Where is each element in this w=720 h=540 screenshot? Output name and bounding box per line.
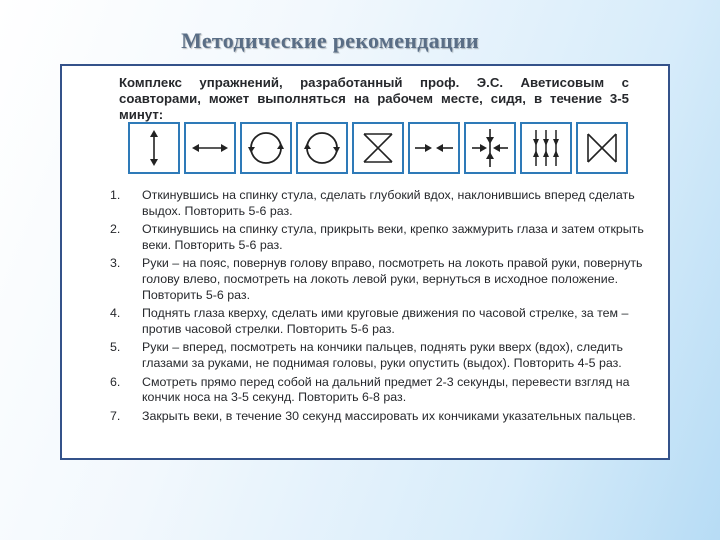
list-item xyxy=(90,306,646,337)
counterclockwise-circle-icon xyxy=(296,122,348,174)
item-number: 1. xyxy=(110,188,121,202)
exercise-list xyxy=(90,188,646,427)
exercise-icons-row xyxy=(128,122,628,178)
list-item xyxy=(90,188,646,219)
item-number: 4. xyxy=(110,306,121,321)
content-panel xyxy=(60,64,670,460)
item-number: 2. xyxy=(110,222,121,237)
list-item xyxy=(90,222,646,253)
list-item xyxy=(90,409,646,425)
item-number: 3. xyxy=(110,256,121,271)
item-text: Руки – на пояс, повернув голову вправо, посмотреть на локоть правой руки, повернуть голову влево, посмотреть на локоть левой руки, вернуться в исходное положение. Повторить 5-6 раз. xyxy=(142,256,643,302)
clockwise-circle-icon xyxy=(240,122,292,174)
item-text: Откинувшись на спинку стула, сделать глубокий вдох, наклонившись вперед сделать выдох. Повторить 5-6 раз. xyxy=(142,188,635,218)
item-number: 5. xyxy=(110,340,121,355)
vertical-double-arrow-icon xyxy=(128,122,180,174)
converging-horizontal-arrows-icon xyxy=(408,122,460,174)
list-item xyxy=(90,375,646,406)
item-number: 7. xyxy=(110,408,121,423)
item-text: Смотреть прямо перед собой на дальний предмет 2-3 секунды, перевести взгляд на кончик носа на 3-5 секунд. Повторить 6-8 раз. xyxy=(142,374,630,405)
item-text: Руки – вперед, посмотреть на кончики пальцев, поднять руки вверх (вдох), следить глазами за руками, не поднимая головы, руки опустить (выдох). Повторить 4-5 раз. xyxy=(142,340,623,370)
item-text: Поднять глаза кверху, сделать ими круговые движения по часовой стрелке, за тем – против часовой стрелки. Повторить 5-6 раз. xyxy=(142,306,629,336)
horizontal-double-arrow-icon xyxy=(184,122,236,174)
list-item xyxy=(90,256,646,303)
bowtie-icon xyxy=(576,122,628,174)
item-text: Закрыть веки, в течение 30 секунд массировать их кончиками указательных пальцев. xyxy=(142,408,636,423)
converging-cross-arrows-icon xyxy=(464,122,516,174)
item-text: Откинувшись на спинку стула, прикрыть веки, крепко зажмурить глаза и затем открыть веки. Повторить 5-6 раз. xyxy=(142,222,644,252)
up-down-arrows-icon xyxy=(520,122,572,174)
item-number: 6. xyxy=(110,374,121,389)
page-title: Методические рекомендации xyxy=(181,28,479,53)
list-item xyxy=(90,340,646,371)
intro-text: Комплекс упражнений, разработанный проф. Э.С. Аветисовым с соавторами, может выполняться на рабочем месте, сидя, в течение 3-5 минут: xyxy=(119,75,629,122)
hourglass-icon xyxy=(352,122,404,174)
